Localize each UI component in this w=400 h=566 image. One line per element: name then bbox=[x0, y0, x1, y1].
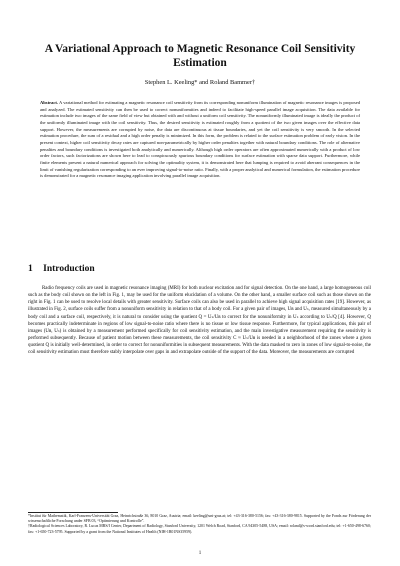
section-number: 1 bbox=[28, 264, 33, 274]
footnote: *Institut für Mathematik, Karl-Franzens-Universität Graz, Heinrichstraße 36, 8010 Graz, Austria; email: keeling@uni-graz.at; tel: +43-316-380-5156; fax: +43-316-380-9815. Supported by the Fonds zur Förderung der wissenschaftliche Forschung under SFB 03, “Optimierung und Kontrolle”. bbox=[28, 514, 371, 524]
footnotes bbox=[28, 514, 371, 535]
section-title: Introduction bbox=[43, 264, 95, 274]
author-line: Stephen L. Keeling* and Roland Bammer† bbox=[144, 79, 256, 86]
abstract bbox=[40, 100, 360, 180]
paper-title: A Variational Approach to Magnetic Resonance Coil Sensitivity Estimation bbox=[44, 43, 356, 69]
footnote-rule bbox=[28, 512, 118, 513]
page-number: 1 bbox=[198, 551, 202, 556]
footnote: †Radiological Sciences Laboratory, R. Lucas MRS/I Center, Department of Radiology, Stanford University, 1201 Welch Road, Stanford, CA 94305-5488, USA; email: roland@s-word.stanford.edu; tel: +1-650-498-6760; fax: +1-650-723-5795. Supported by a grant from the National Institutes of Health (NIH-1R01NS35959). bbox=[28, 524, 371, 534]
abstract-label: Abstract. bbox=[40, 100, 59, 105]
body-text bbox=[28, 285, 371, 357]
paragraph: Radio frequency coils are used in magnetic resonance imaging (MRI) for both nuclear excitation and for signal detection. On the one hand, a large homogeneous coil such as the body coil shown on the left in Fig. 1, may be used for the uniform elucidation of a volume. On the other hand, a smaller surface coil such as those shown on the right in Fig. 1 can be used to resolve local details with greater sensitivity. Surface coils can also be used in parallel to achieve high signal acquisition rates [19]. However, as illustrated in Fig. 2, surface coils suffer from a nonuniform sensitivity in relation to that of a body coil. For a given pair of images, Uʙ and Uₛ, measured simultaneously by a body coil and a surface coil, respectively, it is natural to consider using the quotient Q = Uₛ/Uʙ to correct for the nonuniformity in Uₛ according to Uₛ/Q [4]. However, Q becomes practically indeterminate in regions of low signal-to-noise ratio where there is no tissue or low tissue response. Furthermore, for typical applications, this pair of images (Uʙ, Uₛ) is obtained by a measurement performed specifically for coil sensitivity estimation, and the main investigative measurement requiring the sensitivity is performed subsequently. Because of patient motion between these measurements, the coil sensitivity C ≈ Uₛ/Uʙ is needed in a neighborhood of the zones where a given quotient Q is initially well-determined, in order to correct for nonuniformities in subsequent measurements. With the data masked to zero in zones of low signal-to-noise, the coil sensitivity estimation must therefore stably interpolate over gaps in and extrapolate outside of the support of the data. Moreover, the measurements are corrupted bbox=[28, 286, 371, 356]
abstract-text: A variational method for estimating a magnetic resonance coil sensitivity from its corresponding nonuniform illumination of magnetic resonance images is proposed and analyzed. The estimated sensitivity can then be used to correct nonuniformities and indeed to facilitate high-speed parallel image acquisition. The data available for estimation include two images of the same field of view but obtained with and without a uniform coil sensitivity. The nonuniformly illuminated image is ideally the product of the uniformly illuminated image with the coil sensitivity. Thus, the desired sensitivity is estimated roughly from a quotient of the two given images over the effective data support. However, the measurements are corrupted by noise, the data are discontinuous at tissue boundaries, and yet the coil sensitivity is very smooth. In the selected estimation procedure, the sum of a residual and a high order penalty is minimized. In this form, the problem is related to the surface estimation problem of early vision. In the present context, higher coil sensitivity decay rates are captured non-parametrically by higher order penalties together with natural boundary conditions. The role of alternative penalties and boundary conditions is investigated both analytically and numerically. Although high order operators are often approximated numerically with a product of low order factors, such factorizations are shown here to lead to conspicuously spurious boundary conditions for surface estimation with sparse data support. Furthermore, while finite elements present a natural numerical approach for solving the optimality system, it is demonstrated here that lumping is required to avoid aberrant consequences in the limit of vanishing regularization corresponding to an ever improving signal-to-noise ratio. Finally, with a proper analytical and numerical formulation, the estimation procedure is demonstrated for a magnetic resonance imaging application involving parallel image acquisition. bbox=[40, 100, 361, 179]
section-heading bbox=[28, 264, 95, 274]
